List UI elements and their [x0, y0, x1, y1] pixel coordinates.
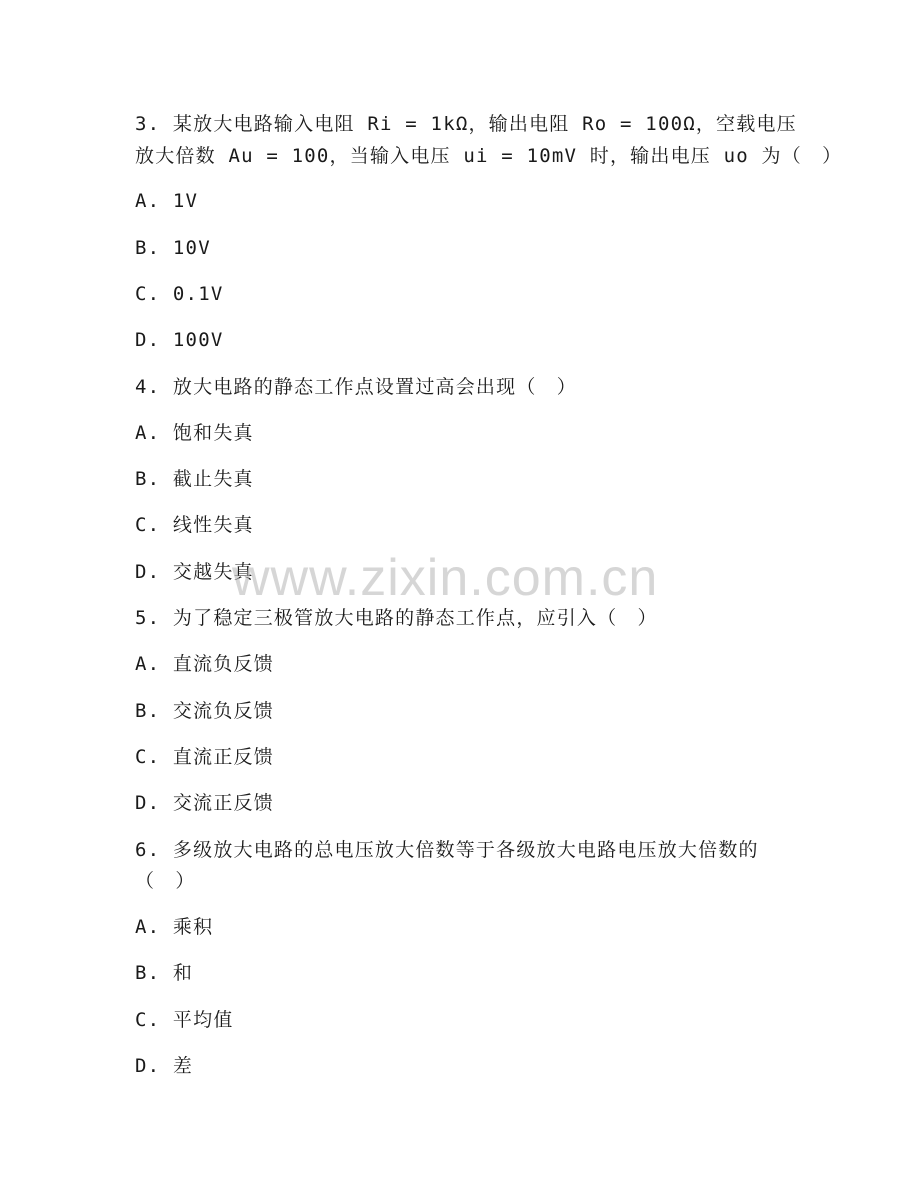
- question-5-option-b: B. 交流负反馈: [135, 700, 274, 722]
- watermark-text: www.zixin.com.cn: [232, 549, 659, 607]
- question-5-option-d: D. 交流正反馈: [135, 792, 274, 814]
- question-3-stem-line-1: 3. 某放大电路输入电阻 Ri = 1kΩ，输出电阻 Ro = 100Ω，空载电压: [135, 113, 797, 135]
- question-3-option-b: B. 10V: [135, 237, 211, 259]
- question-4-option-a: A. 饱和失真: [135, 422, 254, 444]
- question-4-option-d: D. 交越失真: [135, 561, 254, 583]
- question-3-option-d: D. 100V: [135, 329, 224, 351]
- question-4-stem: 4. 放大电路的静态工作点设置过高会出现（ ）: [135, 376, 577, 398]
- question-5-option-c: C. 直流正反馈: [135, 746, 274, 768]
- question-3-option-c: C. 0.1V: [135, 283, 224, 305]
- question-3-option-a: A. 1V: [135, 190, 199, 212]
- question-6-option-c: C. 平均值: [135, 1009, 234, 1031]
- question-6-option-a: A. 乘积: [135, 916, 214, 938]
- question-5-stem: 5. 为了稳定三极管放大电路的静态工作点，应引入（ ）: [135, 607, 658, 629]
- question-5-option-a: A. 直流负反馈: [135, 653, 274, 675]
- question-6-stem-line-2: （ ）: [135, 870, 196, 892]
- question-4-option-b: B. 截止失真: [135, 468, 254, 490]
- question-6-option-b: B. 和: [135, 962, 194, 984]
- question-4-option-c: C. 线性失真: [135, 514, 254, 536]
- question-3-stem-line-2: 放大倍数 Au = 100，当输入电压 ui = 10mV 时，输出电压 uo 为（ ）: [135, 145, 843, 167]
- question-6-option-d: D. 差: [135, 1055, 194, 1077]
- question-6-stem-line-1: 6. 多级放大电路的总电压放大倍数等于各级放大电路电压放大倍数的: [135, 839, 759, 861]
